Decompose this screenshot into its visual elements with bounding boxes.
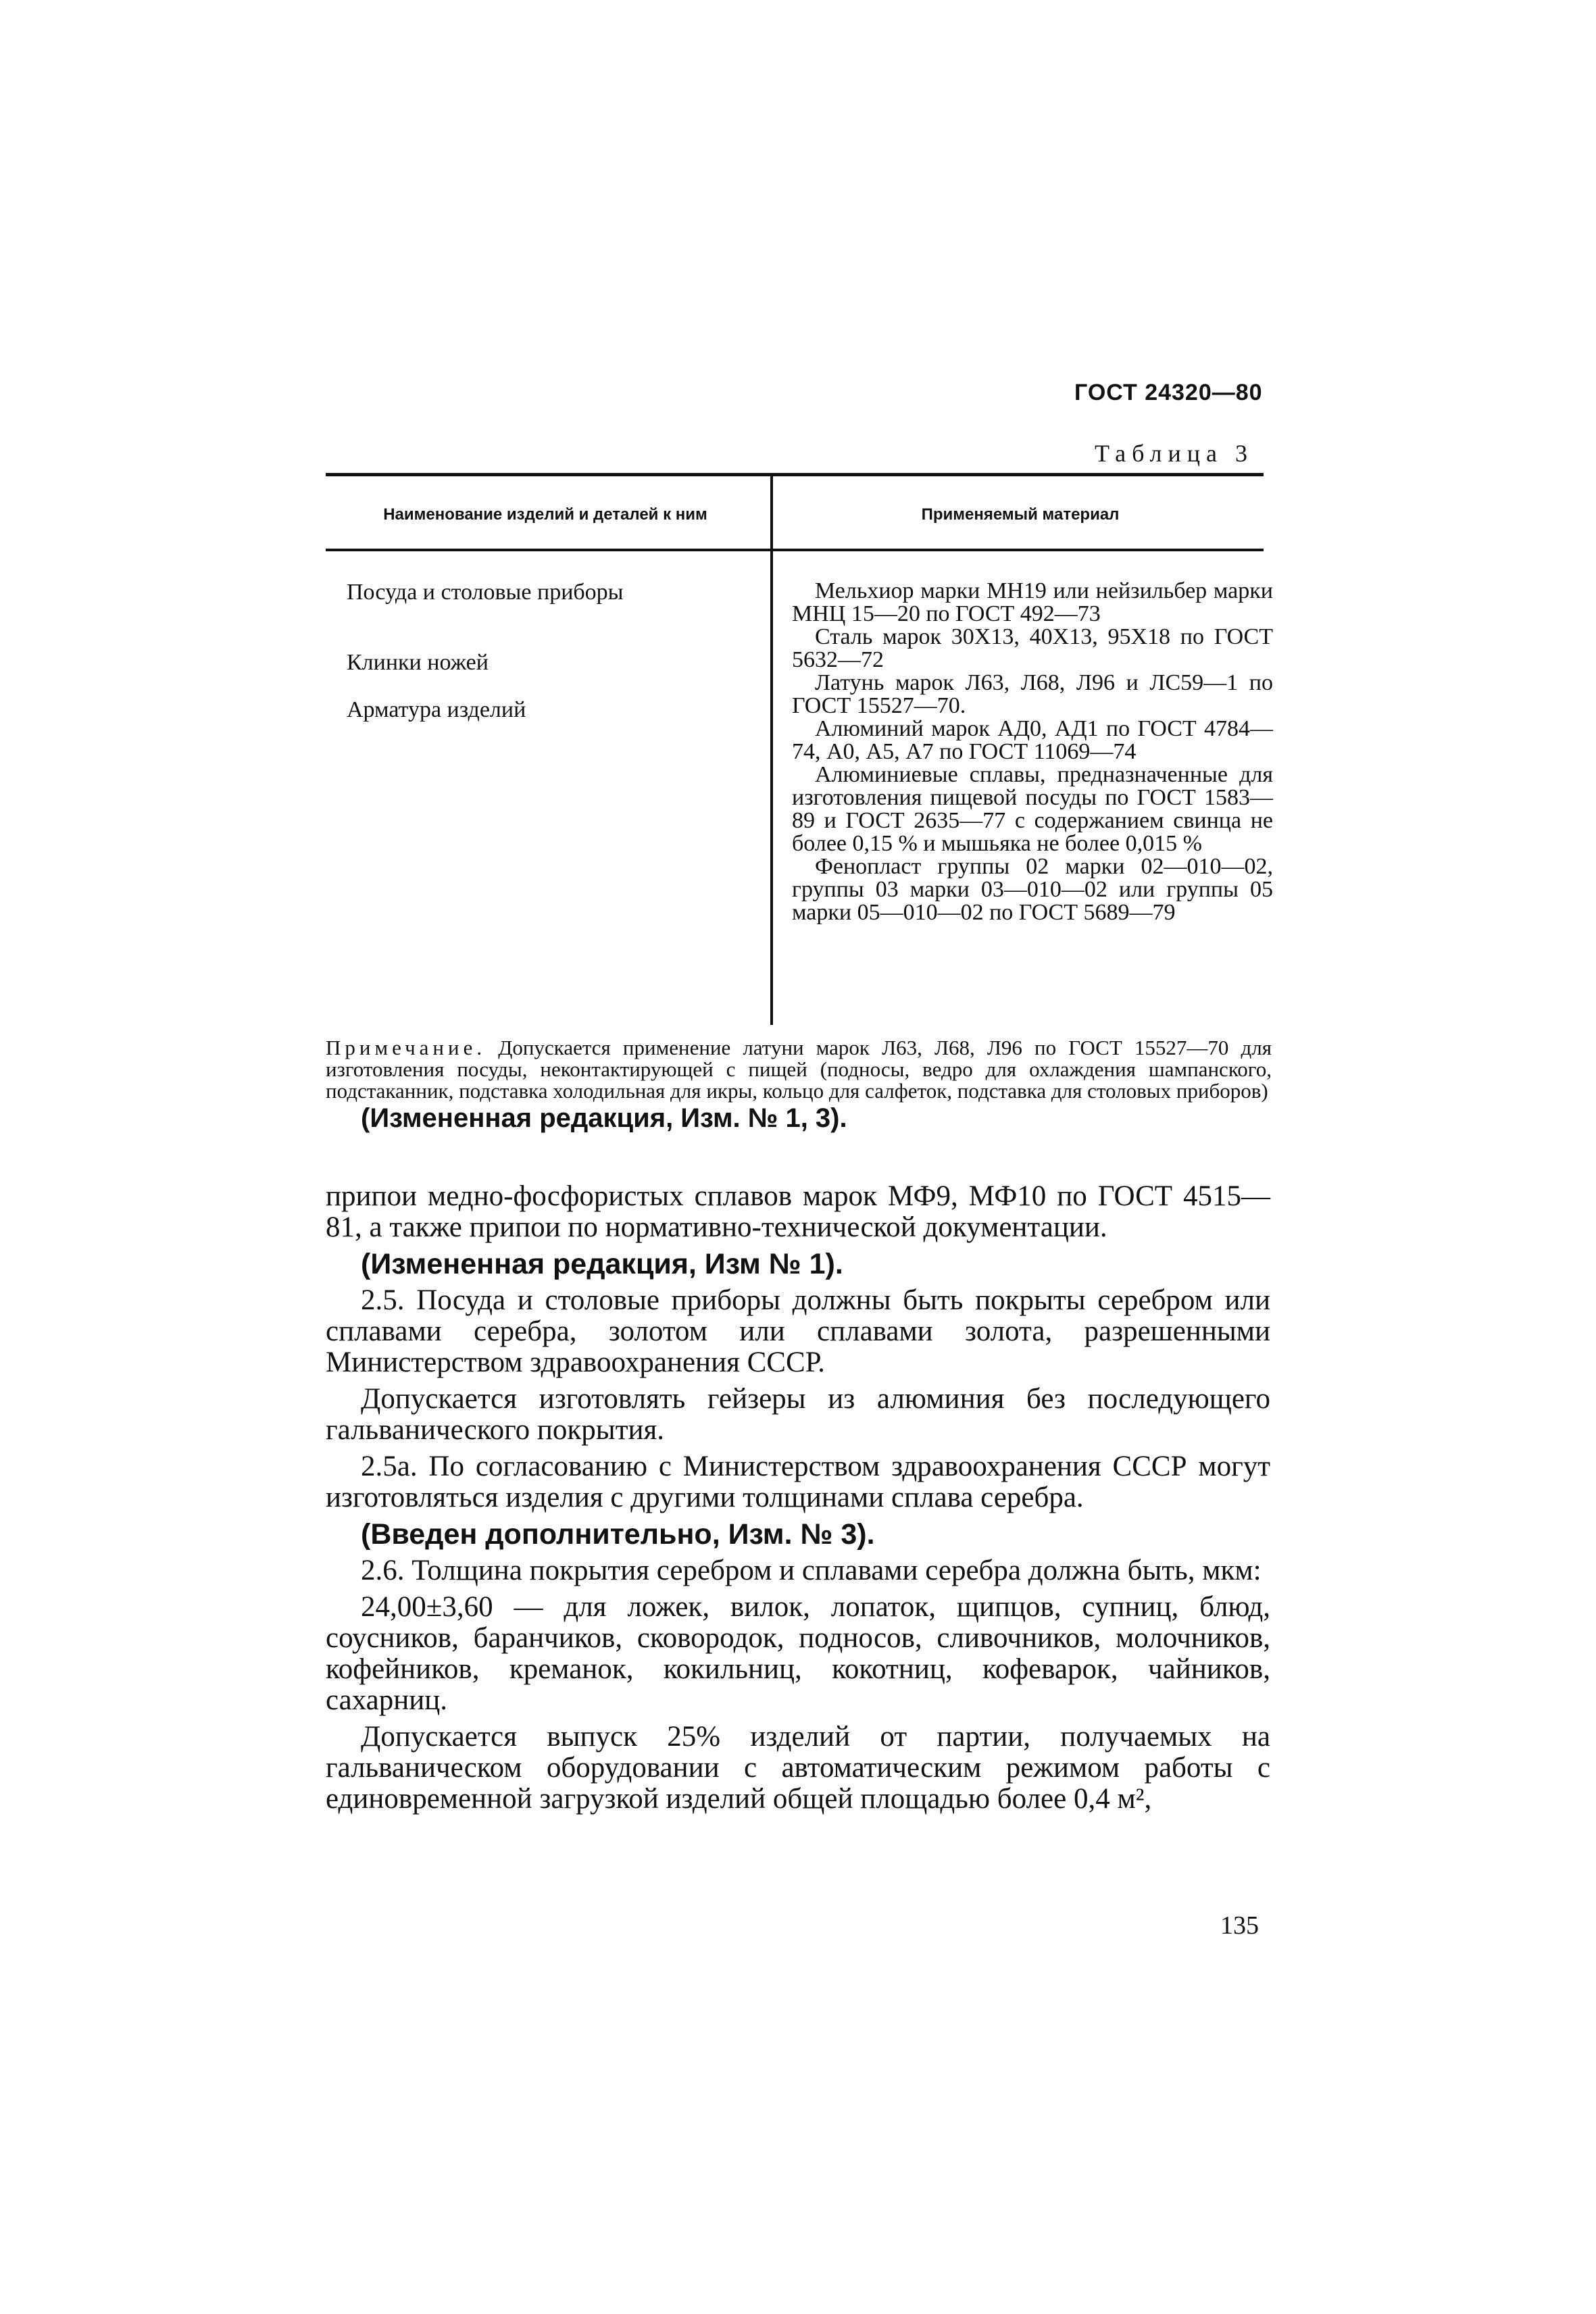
revision-note: (Измененная редакция, Изм № 1). — [361, 1248, 843, 1280]
table-cell-material: Алюминиевые сплавы, предназначенные для изготовления пищевой посуды по ГОСТ 1583—89 и ГОСТ 2635—77 с содержанием свинца не более 0,15 % и мышьяка не более 0,015 % — [792, 762, 1273, 856]
table-column-divider — [770, 476, 773, 1025]
table-note — [326, 1037, 1272, 1133]
table-cell-material: Алюминий марок АД0, АД1 по ГОСТ 4784—74, А0, А5, А7 по ГОСТ 11069—74 — [792, 716, 1273, 764]
paragraph: припои медно-фосфористых сплавов марок МФ9, МФ10 по ГОСТ 4515—81, а также припои по нормативно-технической документации. — [326, 1180, 1270, 1243]
note-revision: (Измененная редакция, Изм. № 1, 3). — [361, 1103, 847, 1133]
note-label: Примечание. — [326, 1036, 487, 1059]
page-number: 135 — [1220, 1911, 1259, 1940]
table-header-rule — [326, 549, 1264, 551]
paragraph: Допускается изготовлять гейзеры из алюминия без последующего гальванического покрытия. — [326, 1383, 1270, 1446]
table-materials — [792, 580, 1273, 924]
paragraph: Допускается выпуск 25% изделий от партии, получаемых на гальваническом оборудовании с автоматическим режимом работы с единовременной загрузкой изделий общей площадью более 0,4 м², — [326, 1721, 1270, 1815]
paragraph: 2.5. Посуда и столовые приборы должны быть покрыты серебром или сплавами серебра, золотом или сплавами золота, разрешенными Министерством здравоохранения СССР. — [326, 1284, 1270, 1378]
table-cell-material: Фенопласт группы 02 марки 02—010—02, группы 03 марки 03—010—02 или группы 05 марки 05—010—02 по ГОСТ 5689—79 — [792, 854, 1273, 925]
table-cell-item: Клинки ножей — [347, 650, 489, 675]
table-cell-material: Сталь марок 30Х13, 40Х13, 95Х18 по ГОСТ 5632—72 — [792, 624, 1273, 672]
paragraph: 24,00±3,60 — для ложек, вилок, лопаток, щипцов, супниц, блюд, соусников, баранчиков, сковородок, подносов, сливочников, молочников, кофейников, креманок, кокильниц, кокотниц, кофеварок, чайников, сахарниц. — [326, 1591, 1270, 1716]
table-cell-item: Арматура изделий — [347, 697, 526, 722]
column-header-material: Применяемый материал — [921, 505, 1120, 524]
paragraph: 2.6. Толщина покрытия серебром и сплавами серебра должна быть, мкм: — [361, 1555, 1262, 1586]
column-header-item: Наименование изделий и деталей к ним — [383, 505, 707, 524]
table-caption: Таблица 3 — [1095, 440, 1253, 467]
table-top-rule — [326, 473, 1264, 476]
table-cell-material: Латунь марок Л63, Л68, Л96 и ЛС59—1 по ГОСТ 15527—70. — [792, 670, 1273, 718]
table-cell-material: Мельхиор марки МН19 или нейзильбер марки МНЦ 15—20 по ГОСТ 492—73 — [792, 578, 1273, 626]
document-code: ГОСТ 24320—80 — [1074, 380, 1263, 405]
table-cell-item: Посуда и столовые приборы — [347, 580, 624, 605]
paragraph: 2.5а. По согласованию с Министерством здравоохранения СССР могут изготовляться изделия с другими толщинами сплава серебра. — [326, 1451, 1270, 1513]
note-text: Допускается применение латуни марок Л63, Л68, Л96 по ГОСТ 15527—70 для изготовления посуды, неконтактирующей с пищей (подносы, ведро для охлаждения шампанского, подстаканник, подставка холодильная для икры, кольцо для салфеток, подставка для столовых приборов) — [326, 1036, 1272, 1103]
body-text — [326, 1181, 1270, 1820]
revision-note: (Введен дополнительно, Изм. № 3). — [361, 1518, 875, 1551]
